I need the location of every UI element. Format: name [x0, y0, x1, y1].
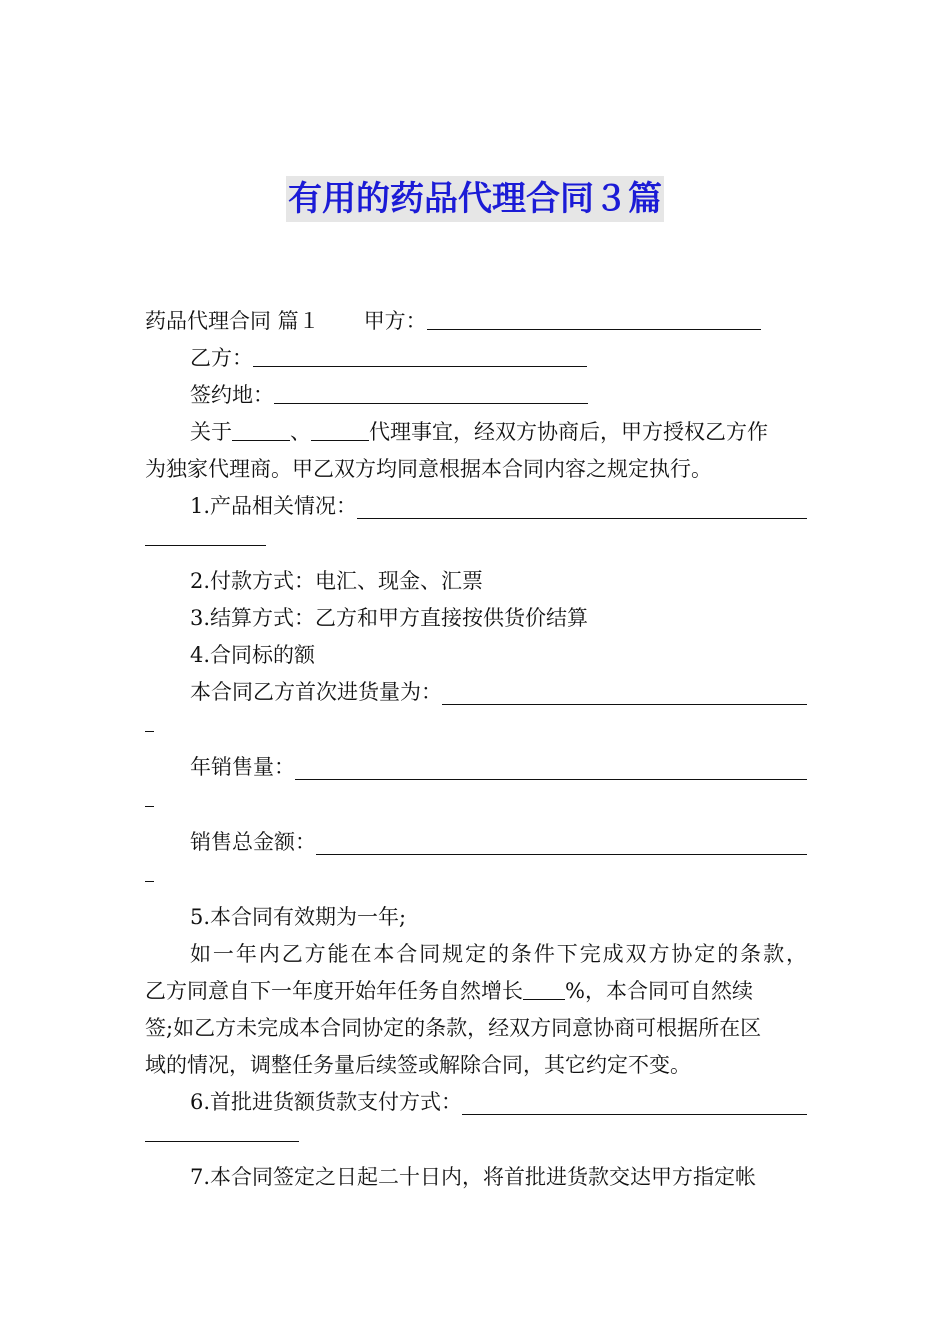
item1-label: 1.产品相关情况： [190, 494, 358, 518]
annual-sales-label: 年销售量： [190, 755, 295, 779]
item4-text: 4.合同标的额 [190, 643, 316, 667]
item1-blank [357, 494, 807, 519]
p5-line-2 [145, 973, 807, 1010]
item5-line [145, 899, 807, 936]
growth-rate-blank [523, 977, 565, 1000]
title-block [0, 176, 950, 222]
about-line-1 [145, 414, 807, 451]
party-a-blank [427, 307, 761, 330]
p5-text-1: 如一年内乙方能在本合同规定的条件下完成双方协定的条款， [190, 942, 807, 966]
about-text-1: 关于 [190, 420, 232, 444]
contract-body [145, 303, 807, 1196]
p5-text-2a: 乙方同意自下一年度开始年任务自然增长 [145, 979, 523, 1003]
sign-place-blank [274, 381, 588, 404]
item3-text: 3.结算方式：乙方和甲方直接按供货价结算 [190, 606, 589, 630]
header-line [145, 303, 807, 340]
total-sales-blank-cont [145, 861, 154, 882]
about-line-2 [145, 451, 807, 488]
annual-sales-blank-cont [145, 786, 154, 807]
party-a-label: 甲方： [363, 309, 427, 333]
first-purchase-line [145, 674, 807, 711]
annual-sales-line [145, 749, 807, 786]
item6-blank-cont [145, 1121, 299, 1142]
p5-text-3: 签;如乙方未完成本合同协定的条款，经双方同意协商可根据所在区 [145, 1016, 762, 1040]
contract-header: 药品代理合同 篇１ [145, 309, 320, 333]
item6-blank [462, 1090, 807, 1115]
p5-line-4 [145, 1047, 807, 1084]
document-title: 有用的药品代理合同３篇 [286, 176, 664, 222]
party-b-label: 乙方： [190, 346, 253, 370]
about-text-2: 代理事宜，经双方协商后，甲方授权乙方作 [369, 420, 768, 444]
item2-line [145, 563, 807, 600]
total-sales-blank [316, 830, 807, 855]
p5-line-1 [145, 936, 807, 973]
total-sales-label: 销售总金额： [190, 830, 316, 854]
item6-line [145, 1084, 807, 1121]
item4-line [145, 637, 807, 674]
item7-line [145, 1159, 807, 1196]
item1-blank-cont [145, 525, 266, 546]
about-blank-1 [232, 418, 290, 441]
p5-text-4: 域的情况，调整任务量后续签或解除合同，其它约定不变。 [145, 1053, 691, 1077]
about-blank-2 [311, 418, 369, 441]
item1-line [145, 488, 807, 525]
p5-text-2b: %，本合同可自然续 [565, 979, 753, 1003]
first-purchase-blank-cont [145, 711, 154, 732]
about-text-3: 为独家代理商。甲乙双方均同意根据本合同内容之规定执行。 [145, 457, 712, 481]
first-purchase-blank [442, 680, 807, 705]
total-sales-line [145, 824, 807, 861]
sign-place-line [145, 377, 807, 414]
party-b-line [145, 340, 807, 377]
annual-sales-blank [295, 755, 807, 780]
first-purchase-label: 本合同乙方首次进货量为： [190, 680, 442, 704]
sign-place-label: 签约地： [190, 383, 274, 407]
item2-text: 2.付款方式：电汇、现金、汇票 [190, 569, 484, 593]
item7-text: 7.本合同签定之日起二十日内，将首批进货款交达甲方指定帐 [190, 1165, 757, 1189]
item5-text: 5.本合同有效期为一年; [190, 905, 407, 929]
party-b-blank [253, 344, 587, 367]
item3-line [145, 600, 807, 637]
item6-label: 6.首批进货额货款支付方式： [190, 1090, 463, 1114]
about-separator: 、 [290, 420, 311, 444]
p5-line-3 [145, 1010, 807, 1047]
